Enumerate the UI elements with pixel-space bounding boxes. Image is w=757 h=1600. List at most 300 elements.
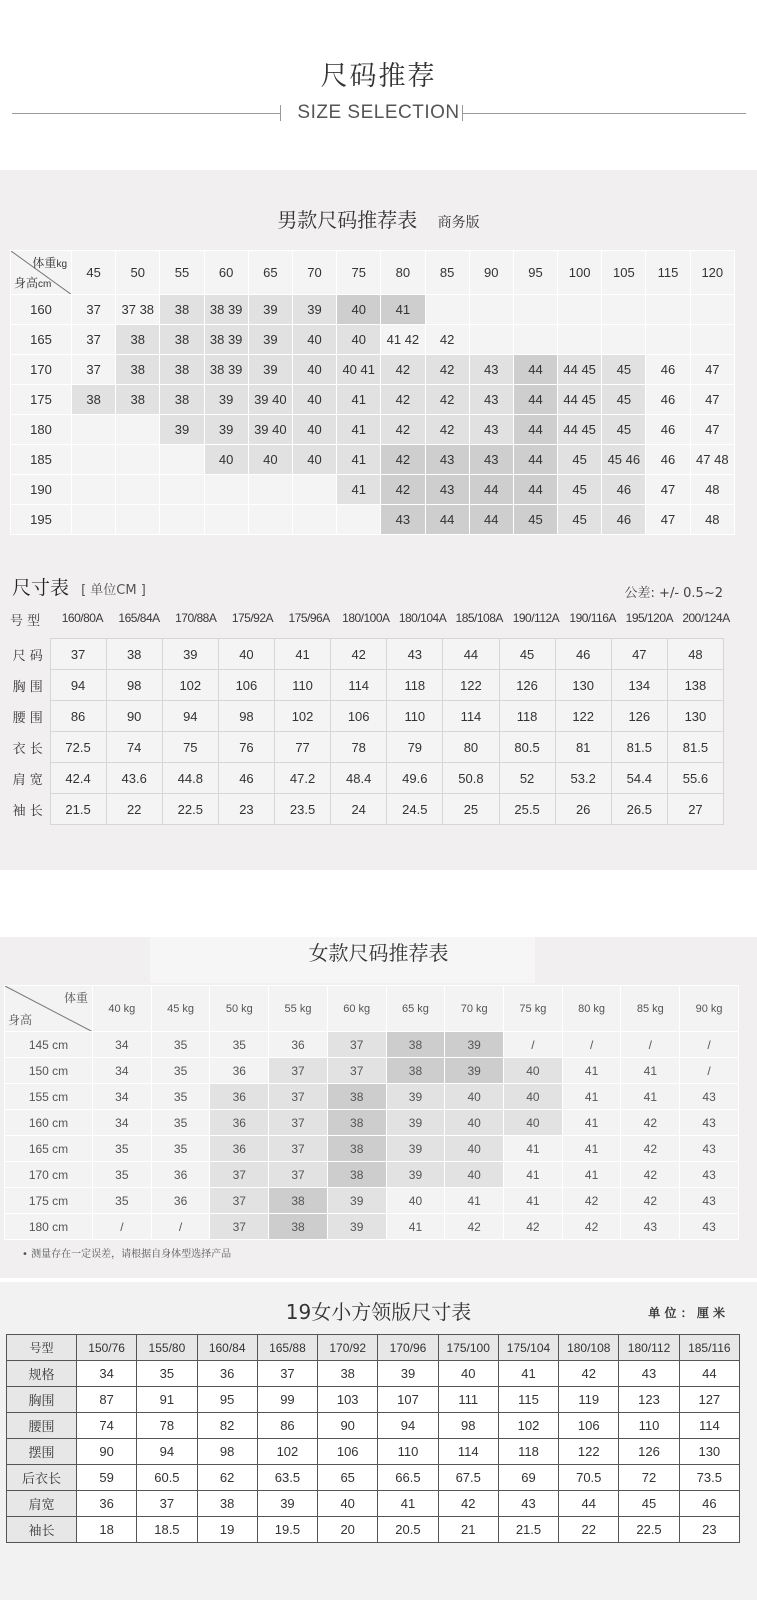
- women-table-row: [5, 1110, 739, 1136]
- measure-cell: 43: [387, 639, 443, 670]
- size-cell: 40: [504, 1058, 563, 1084]
- size-cell: 38: [327, 1162, 386, 1188]
- collar-type-cell: 150/76: [77, 1335, 137, 1361]
- collar-type-cell: 170/96: [378, 1335, 438, 1361]
- collar-cell: 37: [137, 1491, 197, 1517]
- height-cell: 170 cm: [5, 1162, 93, 1188]
- measure-cell: 130: [667, 701, 723, 732]
- measure-row: [6, 763, 724, 794]
- measure-cell: 24.5: [387, 794, 443, 825]
- size-table-title: 尺寸表: [12, 577, 70, 599]
- women-note: • 测量存在一定误差，请根据自身体型选择产品: [22, 1249, 232, 1260]
- measure-cell: 130: [555, 670, 611, 701]
- size-cell: 41: [337, 385, 381, 415]
- measure-cell: 74: [106, 732, 162, 763]
- size-cell: 37: [327, 1032, 386, 1058]
- size-cell: 35: [93, 1188, 152, 1214]
- men-table-row: [11, 385, 735, 415]
- size-cell: 35: [151, 1084, 210, 1110]
- size-cell: /: [562, 1032, 621, 1058]
- collar-cell: 94: [137, 1439, 197, 1465]
- size-cell: 42: [381, 415, 425, 445]
- size-cell: 37: [269, 1162, 328, 1188]
- collar-cell: 110: [378, 1439, 438, 1465]
- size-cell: 45: [602, 415, 646, 445]
- size-cell: 37: [72, 325, 116, 355]
- collar-cell: 18.5: [137, 1517, 197, 1543]
- size-cell: 36: [210, 1058, 269, 1084]
- measure-cell: 48.4: [331, 763, 387, 794]
- collar-cell: 69: [498, 1465, 558, 1491]
- size-cell: 40: [292, 445, 336, 475]
- size-cell: 39: [204, 385, 248, 415]
- measure-label: 袖 长: [12, 803, 43, 819]
- size-cell: 41: [381, 295, 425, 325]
- size-cell: [558, 295, 602, 325]
- weight-header-cell: 55 kg: [269, 986, 328, 1032]
- collar-cell: 103: [318, 1387, 378, 1413]
- measure-cell: 86: [50, 701, 106, 732]
- size-cell: 39: [386, 1162, 445, 1188]
- size-cell: 38: [269, 1214, 328, 1240]
- collar-cell: 39: [378, 1361, 438, 1387]
- weight-axis-label: 体重kg: [32, 256, 67, 270]
- size-cell: 35: [151, 1110, 210, 1136]
- height-cell: 190: [11, 475, 72, 505]
- size-cell: 35: [151, 1032, 210, 1058]
- size-type-label: 175/92A: [231, 611, 274, 625]
- weight-header-cell: 50: [116, 251, 160, 295]
- size-cell: 41: [337, 415, 381, 445]
- measure-cell: 50.8: [443, 763, 499, 794]
- collar-type-cell: 160/84: [197, 1335, 257, 1361]
- collar-cell: 44: [679, 1361, 739, 1387]
- size-cell: 38: [269, 1188, 328, 1214]
- size-cell: 41: [621, 1058, 680, 1084]
- height-cell: 145 cm: [5, 1032, 93, 1058]
- size-cell: 39 40: [248, 385, 292, 415]
- men-table-row: [11, 325, 735, 355]
- women-header-row: [5, 986, 739, 1032]
- size-cell: 45: [602, 385, 646, 415]
- measure-cell: 78: [331, 732, 387, 763]
- size-cell: 42: [621, 1136, 680, 1162]
- size-cell: 39: [160, 415, 204, 445]
- collar-measure-table: [6, 1334, 740, 1543]
- size-cell: 39: [445, 1032, 504, 1058]
- measure-row: [6, 732, 724, 763]
- size-cell: 36: [210, 1136, 269, 1162]
- collar-row: [7, 1465, 740, 1491]
- size-cell: 43: [425, 445, 469, 475]
- size-table-heading: [12, 573, 146, 600]
- measure-cell: 81.5: [667, 732, 723, 763]
- men-table-row: [11, 475, 735, 505]
- collar-type-cell: 175/104: [498, 1335, 558, 1361]
- size-cell: [469, 295, 513, 325]
- size-cell: 42: [425, 415, 469, 445]
- size-cell: 39: [445, 1058, 504, 1084]
- size-cell: 45: [558, 445, 602, 475]
- collar-row-label: 肩宽: [7, 1491, 77, 1517]
- size-type-label: 185/108A: [455, 611, 503, 625]
- collar-cell: 130: [679, 1439, 739, 1465]
- weight-header-cell: 115: [646, 251, 690, 295]
- size-cell: 44 45: [558, 385, 602, 415]
- size-cell: 44: [513, 385, 557, 415]
- measure-cell: 81: [555, 732, 611, 763]
- size-cell: 40: [204, 445, 248, 475]
- weight-header-cell: 75 kg: [504, 986, 563, 1032]
- size-cell: 45 46: [602, 445, 646, 475]
- measure-cell: 49.6: [387, 763, 443, 794]
- size-cell: 41: [337, 445, 381, 475]
- size-cell: 42: [621, 1110, 680, 1136]
- collar-cell: 38: [197, 1491, 257, 1517]
- collar-cell: 60.5: [137, 1465, 197, 1491]
- size-type-label: 190/112A: [512, 611, 560, 625]
- collar-cell: 37: [257, 1361, 317, 1387]
- size-cell: 43: [469, 355, 513, 385]
- women-corner-cell: [5, 986, 93, 1032]
- page-header: [0, 0, 757, 170]
- measure-cell: 98: [218, 701, 274, 732]
- size-cell: 40: [504, 1110, 563, 1136]
- collar-type-cell: 175/100: [438, 1335, 498, 1361]
- size-cell: 41: [562, 1162, 621, 1188]
- collar-row-label: 胸围: [7, 1387, 77, 1413]
- size-cell: 43: [680, 1162, 739, 1188]
- measure-cell: 43.6: [106, 763, 162, 794]
- collar-cell: 127: [679, 1387, 739, 1413]
- size-cell: 37: [269, 1058, 328, 1084]
- size-cell: [690, 295, 734, 325]
- measure-cell: 47: [611, 639, 667, 670]
- size-cell: 40: [445, 1136, 504, 1162]
- measure-cell: 22: [106, 794, 162, 825]
- height-cell: 160 cm: [5, 1110, 93, 1136]
- size-cell: [116, 505, 160, 535]
- size-cell: 45: [602, 355, 646, 385]
- men-section: [0, 170, 757, 870]
- tolerance-note: 公差: +/- 0.5~2: [624, 586, 723, 601]
- collar-cell: 36: [77, 1491, 137, 1517]
- weight-header-cell: 90 kg: [680, 986, 739, 1032]
- weight-header-cell: 75: [337, 251, 381, 295]
- size-cell: 42: [381, 475, 425, 505]
- size-cell: 41: [562, 1084, 621, 1110]
- collar-type-cell: 185/116: [679, 1335, 739, 1361]
- collar-cell: 107: [378, 1387, 438, 1413]
- size-cell: 40: [445, 1162, 504, 1188]
- collar-title: 19女小方领版尺寸表: [285, 1300, 472, 1324]
- collar-section: [0, 1282, 757, 1600]
- collar-cell: 99: [257, 1387, 317, 1413]
- size-cell: 39: [327, 1188, 386, 1214]
- collar-cell: 90: [318, 1413, 378, 1439]
- measure-cell: 114: [443, 701, 499, 732]
- height-cell: 150 cm: [5, 1058, 93, 1084]
- size-cell: [160, 505, 204, 535]
- collar-cell: 106: [318, 1439, 378, 1465]
- collar-cell: 118: [498, 1439, 558, 1465]
- size-cell: 40: [292, 355, 336, 385]
- measure-cell: 44: [443, 639, 499, 670]
- weight-header-cell: 90: [469, 251, 513, 295]
- size-type-label: 175/96A: [288, 611, 330, 625]
- collar-cell: 126: [619, 1439, 679, 1465]
- size-cell: 37 38: [116, 295, 160, 325]
- measure-label: 尺 码: [12, 648, 43, 664]
- collar-cell: 123: [619, 1387, 679, 1413]
- collar-header-row: [7, 1335, 740, 1361]
- size-cell: 47: [690, 355, 734, 385]
- size-cell: 41: [562, 1110, 621, 1136]
- page-subtitle: SIZE SELECTION: [297, 102, 460, 123]
- size-cell: 41: [562, 1058, 621, 1084]
- size-cell: 40: [386, 1188, 445, 1214]
- height-cell: 180: [11, 415, 72, 445]
- size-cell: 34: [93, 1110, 152, 1136]
- collar-cell: 20: [318, 1517, 378, 1543]
- men-table-row: [11, 505, 735, 535]
- collar-cell: 102: [257, 1439, 317, 1465]
- weight-unit: kg: [56, 259, 67, 270]
- size-cell: 43: [680, 1136, 739, 1162]
- collar-cell: 39: [257, 1491, 317, 1517]
- size-cell: /: [621, 1032, 680, 1058]
- collar-type-cell: 165/88: [257, 1335, 317, 1361]
- collar-cell: 114: [679, 1413, 739, 1439]
- measure-row: [6, 670, 724, 701]
- size-cell: 42: [425, 325, 469, 355]
- weight-header-cell: 65: [248, 251, 292, 295]
- women-table-row: [5, 1162, 739, 1188]
- weight-header-cell: 80: [381, 251, 425, 295]
- size-cell: 39: [204, 415, 248, 445]
- weight-header-cell: 100: [558, 251, 602, 295]
- measure-cell: 47.2: [275, 763, 331, 794]
- size-cell: 44 45: [558, 355, 602, 385]
- size-cell: /: [680, 1058, 739, 1084]
- size-cell: [292, 505, 336, 535]
- size-cell: 38 39: [204, 295, 248, 325]
- size-cell: 42: [425, 355, 469, 385]
- size-cell: 41 42: [381, 325, 425, 355]
- size-cell: 37: [269, 1110, 328, 1136]
- size-cell: 45: [513, 505, 557, 535]
- size-cell: 48: [690, 505, 734, 535]
- size-cell: /: [680, 1032, 739, 1058]
- measure-cell: 110: [387, 701, 443, 732]
- size-cell: 48: [690, 475, 734, 505]
- size-cell: [292, 475, 336, 505]
- size-cell: 43: [680, 1214, 739, 1240]
- men-measure-table: [6, 638, 724, 825]
- height-axis-label: 身高cm: [14, 276, 52, 290]
- measure-cell: 90: [106, 701, 162, 732]
- measure-cell: 118: [499, 701, 555, 732]
- size-cell: 38: [160, 355, 204, 385]
- collar-row: [7, 1413, 740, 1439]
- size-type-label: 165/84A: [118, 611, 160, 625]
- collar-row-label: 后衣长: [7, 1465, 77, 1491]
- size-cell: [248, 475, 292, 505]
- size-cell: 35: [151, 1136, 210, 1162]
- measure-cell: 80: [443, 732, 499, 763]
- women-size-table: [4, 985, 739, 1240]
- measure-cell: 126: [611, 701, 667, 732]
- size-cell: 37: [269, 1084, 328, 1110]
- women-section: [0, 937, 757, 1278]
- measure-cell: 46: [555, 639, 611, 670]
- collar-row: [7, 1387, 740, 1413]
- size-cell: 44: [469, 505, 513, 535]
- weight-header-cell: 70 kg: [445, 986, 504, 1032]
- height-cell: 175 cm: [5, 1188, 93, 1214]
- size-cell: 42: [445, 1214, 504, 1240]
- collar-cell: 41: [378, 1491, 438, 1517]
- measure-cell: 45: [499, 639, 555, 670]
- measure-row: [6, 794, 724, 825]
- size-cell: 45: [558, 505, 602, 535]
- divider-line-right: [462, 113, 746, 114]
- size-cell: 41: [504, 1136, 563, 1162]
- height-unit: cm: [38, 279, 52, 290]
- collar-row-label: 摆围: [7, 1439, 77, 1465]
- size-cell: 44: [513, 415, 557, 445]
- measure-cell: 94: [162, 701, 218, 732]
- collar-row: [7, 1491, 740, 1517]
- size-cell: 39: [386, 1136, 445, 1162]
- collar-cell: 82: [197, 1413, 257, 1439]
- collar-cell: 91: [137, 1387, 197, 1413]
- measure-cell: 102: [275, 701, 331, 732]
- size-cell: 38: [116, 385, 160, 415]
- size-cell: [425, 295, 469, 325]
- size-cell: 35: [210, 1032, 269, 1058]
- collar-cell: 20.5: [378, 1517, 438, 1543]
- measure-cell: 126: [499, 670, 555, 701]
- size-cell: 37: [72, 355, 116, 385]
- women-table-row: [5, 1084, 739, 1110]
- collar-cell: 43: [498, 1491, 558, 1517]
- size-cell: 40: [292, 385, 336, 415]
- collar-cell: 21: [438, 1517, 498, 1543]
- size-cell: [204, 475, 248, 505]
- measure-cell: 42: [331, 639, 387, 670]
- size-cell: /: [504, 1032, 563, 1058]
- men-title: 男款尺码推荐表: [277, 208, 418, 232]
- size-cell: 38: [386, 1058, 445, 1084]
- size-cell: 43: [680, 1188, 739, 1214]
- size-cell: 38 39: [204, 355, 248, 385]
- weight-header-cell: 45: [72, 251, 116, 295]
- collar-cell: 45: [619, 1491, 679, 1517]
- size-cell: 42: [425, 385, 469, 415]
- size-cell: 35: [151, 1058, 210, 1084]
- size-cell: 40: [337, 325, 381, 355]
- measure-cell: 27: [667, 794, 723, 825]
- men-tag: 商务版: [437, 215, 480, 231]
- size-type-label: 180/104A: [398, 611, 447, 625]
- size-cell: 37: [210, 1162, 269, 1188]
- collar-cell: 59: [77, 1465, 137, 1491]
- page-title: 尺码推荐: [320, 61, 437, 92]
- collar-cell: 74: [77, 1413, 137, 1439]
- measure-cell: 118: [387, 670, 443, 701]
- size-cell: 44: [469, 475, 513, 505]
- size-cell: 44: [513, 355, 557, 385]
- size-cell: 37: [72, 295, 116, 325]
- measure-cell: 46: [218, 763, 274, 794]
- collar-cell: 98: [438, 1413, 498, 1439]
- collar-cell: 70.5: [559, 1465, 619, 1491]
- measure-cell: 25: [443, 794, 499, 825]
- collar-cell: 98: [197, 1439, 257, 1465]
- collar-cell: 72: [619, 1465, 679, 1491]
- collar-cell: 73.5: [679, 1465, 739, 1491]
- measure-cell: 122: [555, 701, 611, 732]
- size-cell: 38: [386, 1032, 445, 1058]
- size-cell: 34: [93, 1032, 152, 1058]
- measure-cell: 106: [331, 701, 387, 732]
- weight-header-cell: 85: [425, 251, 469, 295]
- size-cell: 43: [680, 1110, 739, 1136]
- weight-header-cell: 50 kg: [210, 986, 269, 1032]
- collar-cell: 21.5: [498, 1517, 558, 1543]
- size-cell: [72, 505, 116, 535]
- weight-header-cell: 70: [292, 251, 336, 295]
- men-header-row: [11, 251, 735, 295]
- size-cell: [337, 505, 381, 535]
- measure-cell: 37: [50, 639, 106, 670]
- size-cell: 41: [562, 1136, 621, 1162]
- collar-type-label: 号型: [7, 1335, 77, 1361]
- measure-cell: 25.5: [499, 794, 555, 825]
- collar-cell: 19: [197, 1517, 257, 1543]
- measure-cell: 106: [218, 670, 274, 701]
- collar-cell: 22: [559, 1517, 619, 1543]
- women-table-row: [5, 1136, 739, 1162]
- size-cell: 44: [513, 445, 557, 475]
- size-cell: 42: [621, 1188, 680, 1214]
- measure-cell: 102: [162, 670, 218, 701]
- size-cell: 39: [248, 325, 292, 355]
- size-cell: 38: [160, 385, 204, 415]
- measure-cell: 52: [499, 763, 555, 794]
- size-cell: 34: [93, 1058, 152, 1084]
- size-cell: 38: [327, 1110, 386, 1136]
- measure-cell: 23.5: [275, 794, 331, 825]
- size-type-label: 190/116A: [569, 611, 616, 625]
- measure-label: 胸 围: [12, 679, 43, 695]
- size-cell: [469, 325, 513, 355]
- measure-cell: 22.5: [162, 794, 218, 825]
- measure-cell: 26: [555, 794, 611, 825]
- collar-cell: 43: [619, 1361, 679, 1387]
- men-table-row: [11, 445, 735, 475]
- height-cell: 165: [11, 325, 72, 355]
- collar-type-cell: 155/80: [137, 1335, 197, 1361]
- size-cell: 39 40: [248, 415, 292, 445]
- collar-row: [7, 1361, 740, 1387]
- size-cell: 36: [151, 1162, 210, 1188]
- size-cell: 36: [151, 1188, 210, 1214]
- weight-header-cell: 105: [602, 251, 646, 295]
- size-cell: 47: [646, 505, 690, 535]
- height-cell: 160: [11, 295, 72, 325]
